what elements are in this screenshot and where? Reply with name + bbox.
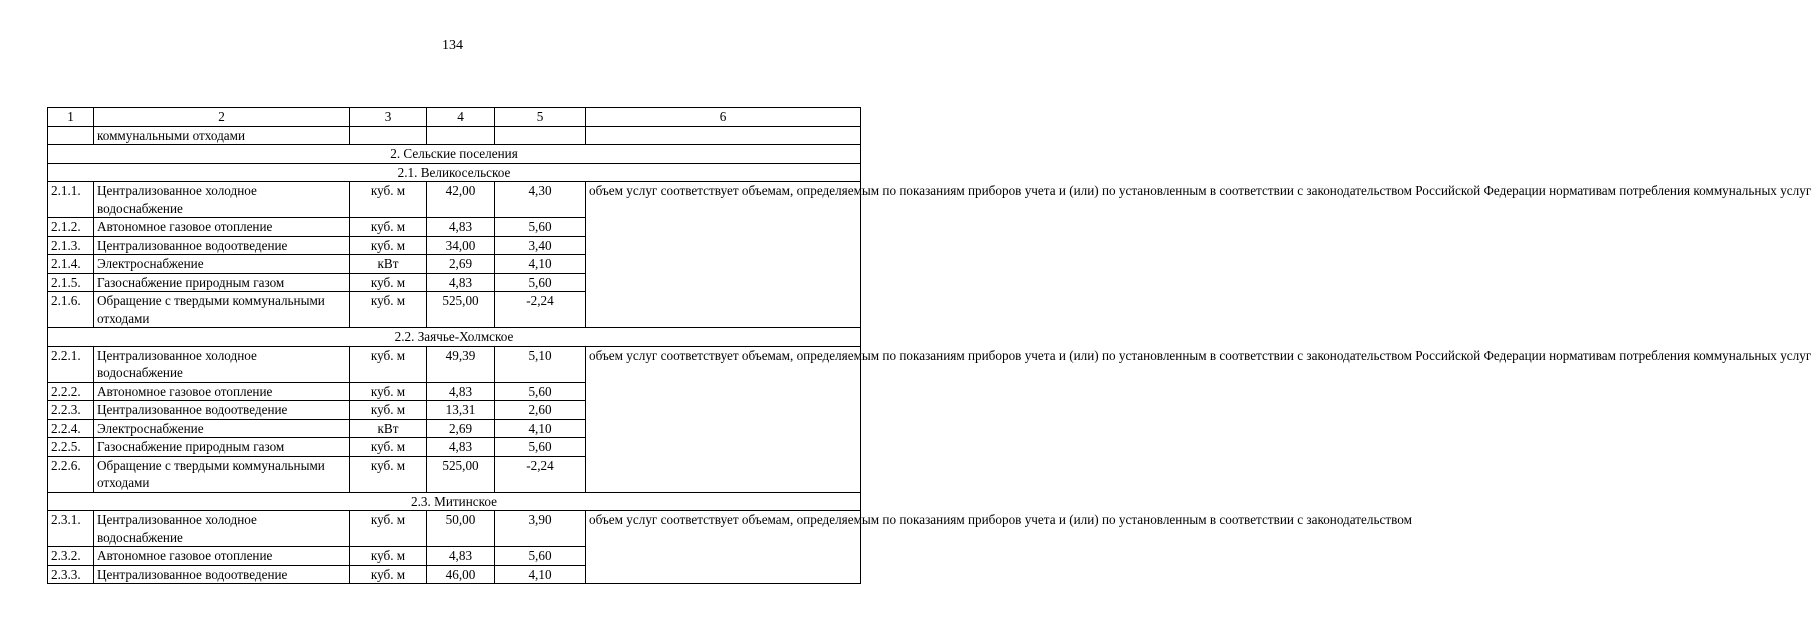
service-name: Централизованное водоотведение xyxy=(94,401,350,420)
note: объем услуг соответствует объемам, определяемым по показаниям приборов учета и (или) по установленным в соответствии с законодательством Российской Федерации нормативам потребления коммунальных услуг xyxy=(586,182,861,328)
change-value: 3,90 xyxy=(495,511,586,547)
change-value: 3,40 xyxy=(495,236,586,255)
consumption-value: 49,39 xyxy=(427,346,495,382)
unit: куб. м xyxy=(350,273,427,292)
page-number: 134 xyxy=(442,38,463,53)
group-title: 2.1. Великосельское xyxy=(48,163,861,182)
unit: куб. м xyxy=(350,236,427,255)
row-number: 2.2.2. xyxy=(48,382,94,401)
table-row xyxy=(48,346,861,382)
service-name: Централизованное водоотведение xyxy=(94,236,350,255)
note: объем услуг соответствует объемам, определяемым по показаниям приборов учета и (или) по установленным в соответствии с законодательством xyxy=(586,511,861,584)
consumption-value: 4,83 xyxy=(427,438,495,457)
consumption-value: 46,00 xyxy=(427,565,495,584)
unit: куб. м xyxy=(350,438,427,457)
change-value: 5,60 xyxy=(495,218,586,237)
consumption-value: 42,00 xyxy=(427,182,495,218)
table-row xyxy=(48,182,861,218)
group-title: 2.3. Митинское xyxy=(48,492,861,511)
consumption-value: 4,83 xyxy=(427,547,495,566)
change-value: -2,24 xyxy=(495,292,586,328)
unit: куб. м xyxy=(350,182,427,218)
column-number: 3 xyxy=(350,108,427,127)
unit: куб. м xyxy=(350,346,427,382)
change-value: 5,10 xyxy=(495,346,586,382)
change-value: 5,60 xyxy=(495,273,586,292)
section-title: 2. Сельские поселения xyxy=(48,145,861,164)
consumption-value: 34,00 xyxy=(427,236,495,255)
consumption-value: 2,69 xyxy=(427,419,495,438)
row-number: 2.3.3. xyxy=(48,565,94,584)
unit: кВт xyxy=(350,419,427,438)
service-name: Обращение с твердыми коммунальными отходами xyxy=(94,292,350,328)
row-number: 2.1.6. xyxy=(48,292,94,328)
groups-body xyxy=(48,163,1811,584)
row-number: 2.2.6. xyxy=(48,456,94,492)
row-number: 2.3.1. xyxy=(48,511,94,547)
row-number: 2.2.4. xyxy=(48,419,94,438)
column-number: 1 xyxy=(48,108,94,127)
column-number: 2 xyxy=(94,108,350,127)
consumption-value: 525,00 xyxy=(427,292,495,328)
column-number: 4 xyxy=(427,108,495,127)
unit: куб. м xyxy=(350,401,427,420)
service-name: Газоснабжение природным газом xyxy=(94,273,350,292)
row-number: 2.2.5. xyxy=(48,438,94,457)
unit: куб. м xyxy=(350,565,427,584)
unit: куб. м xyxy=(350,547,427,566)
unit: куб. м xyxy=(350,382,427,401)
service-name: Газоснабжение природным газом xyxy=(94,438,350,457)
unit: куб. м xyxy=(350,292,427,328)
row-number: 2.1.5. xyxy=(48,273,94,292)
consumption-value: 4,83 xyxy=(427,382,495,401)
service-name: Централизованное холодное водоснабжение xyxy=(94,182,350,218)
consumption-value: 525,00 xyxy=(427,456,495,492)
service-name: коммунальными отходами xyxy=(94,126,350,145)
service-name: Электроснабжение xyxy=(94,255,350,274)
service-name: Обращение с твердыми коммунальными отходами xyxy=(94,456,350,492)
unit: куб. м xyxy=(350,511,427,547)
column-number-row xyxy=(48,108,861,127)
group-header-row xyxy=(48,328,861,347)
row-number: 2.1.2. xyxy=(48,218,94,237)
service-name: Автономное газовое отопление xyxy=(94,547,350,566)
row-number: 2.2.1. xyxy=(48,346,94,382)
row-number: 2.1.1. xyxy=(48,182,94,218)
column-number: 5 xyxy=(495,108,586,127)
consumption-value: 2,69 xyxy=(427,255,495,274)
change-value: 5,60 xyxy=(495,382,586,401)
row-number: 2.1.3. xyxy=(48,236,94,255)
service-name: Электроснабжение xyxy=(94,419,350,438)
row-number: 2.1.4. xyxy=(48,255,94,274)
table-row xyxy=(48,511,861,547)
change-value: -2,24 xyxy=(495,456,586,492)
change-value: 2,60 xyxy=(495,401,586,420)
unit: куб. м xyxy=(350,218,427,237)
change-value: 4,10 xyxy=(495,255,586,274)
group-title: 2.2. Заячье-Холмское xyxy=(48,328,861,347)
column-number: 6 xyxy=(586,108,861,127)
group-header-row xyxy=(48,492,861,511)
consumption-value: 4,83 xyxy=(427,218,495,237)
service-name: Централизованное холодное водоснабжение xyxy=(94,511,350,547)
consumption-value: 4,83 xyxy=(427,273,495,292)
change-value: 4,10 xyxy=(495,419,586,438)
note: объем услуг соответствует объемам, определяемым по показаниям приборов учета и (или) по установленным в соответствии с законодательством Российской Федерации нормативам потребления коммунальных услуг xyxy=(586,346,861,492)
change-value: 5,60 xyxy=(495,438,586,457)
unit: кВт xyxy=(350,255,427,274)
unit: куб. м xyxy=(350,456,427,492)
row-number: 2.3.2. xyxy=(48,547,94,566)
consumption-value: 50,00 xyxy=(427,511,495,547)
service-name: Автономное газовое отопление xyxy=(94,218,350,237)
service-name: Централизованное водоотведение xyxy=(94,565,350,584)
consumption-value: 13,31 xyxy=(427,401,495,420)
service-name: Автономное газовое отопление xyxy=(94,382,350,401)
change-value: 4,30 xyxy=(495,182,586,218)
row-number: 2.2.3. xyxy=(48,401,94,420)
service-name: Централизованное холодное водоснабжение xyxy=(94,346,350,382)
group-header-row xyxy=(48,163,861,182)
continuation-row xyxy=(48,126,861,145)
section-header-row xyxy=(48,145,861,164)
change-value: 4,10 xyxy=(495,565,586,584)
change-value: 5,60 xyxy=(495,547,586,566)
tariff-table xyxy=(47,107,1811,584)
